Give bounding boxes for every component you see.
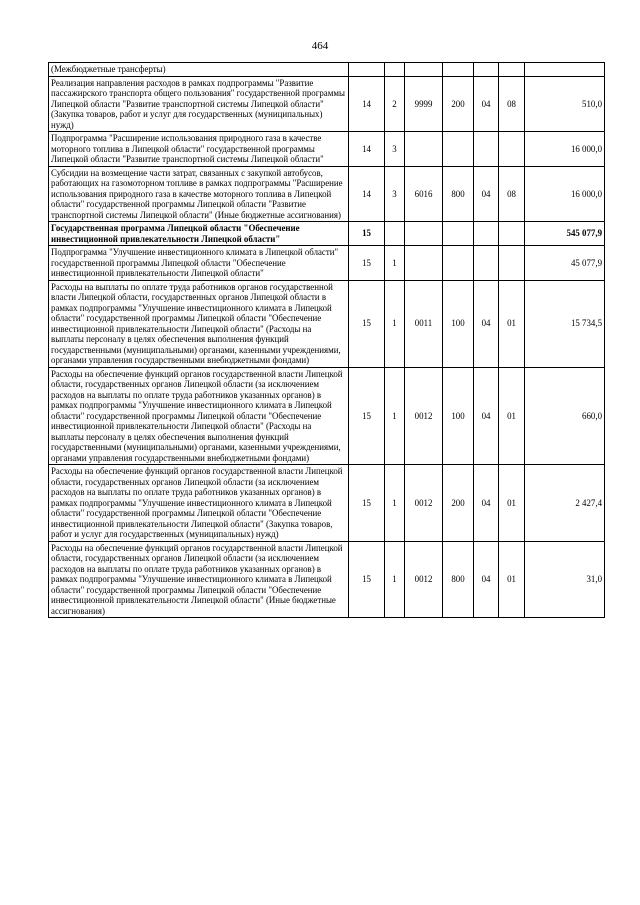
expense-type-code — [443, 132, 474, 167]
subprogram-code: 1 — [385, 465, 405, 542]
subsection-code: 01 — [499, 465, 525, 542]
expense-type-code: 200 — [443, 465, 474, 542]
direction-code — [405, 246, 443, 281]
row-description: Расходы на обеспечение функций органов государственной власти Липецкой области, государственных органов Липецкой области (за исключением расходов на выплаты по оплате труда работников указанных органов) в рамках подпрограммы "Улучшение инвестиционного климата в Липецкой области" государственной программы Липецкой области "Обеспечение инвестиционной привлекательности Липецкой области" (Иные бюджетные ассигнования) — [49, 541, 349, 618]
table-row — [49, 246, 605, 281]
direction-code: 6016 — [405, 166, 443, 222]
expense-type-code: 200 — [443, 76, 474, 132]
amount: 16 000,0 — [525, 166, 605, 222]
section-code: 04 — [474, 280, 499, 367]
direction-code: 0012 — [405, 465, 443, 542]
direction-code: 0012 — [405, 367, 443, 465]
expense-type-code — [443, 63, 474, 77]
expense-type-code: 800 — [443, 166, 474, 222]
row-description: Реализация направления расходов в рамках подпрограммы "Развитие пассажирского транспорта общего пользования" государственной программы Липецкой области "Развитие транспортной системы Липецкой области" (Закупка товаров, работ и услуг для государственных (муниципальных) нужд) — [49, 76, 349, 132]
program-code: 15 — [349, 465, 385, 542]
subprogram-code: 1 — [385, 246, 405, 281]
program-code: 14 — [349, 76, 385, 132]
subprogram-code: 1 — [385, 367, 405, 465]
amount: 31,0 — [525, 541, 605, 618]
table-row — [49, 76, 605, 132]
section-code: 04 — [474, 367, 499, 465]
direction-code — [405, 63, 443, 77]
section-code: 04 — [474, 76, 499, 132]
table-row — [49, 465, 605, 542]
direction-code — [405, 132, 443, 167]
program-code — [349, 63, 385, 77]
row-description: Расходы на обеспечение функций органов государственной власти Липецкой области, государственных органов Липецкой области (за исключением расходов на выплаты по оплате труда работников указанных органов) в рамках подпрограммы "Улучшение инвестиционного климата в Липецкой области" государственной программы Липецкой области "Обеспечение инвестиционной привлекательности Липецкой области" (Расходы на выплаты персоналу в целях обеспечения выполнения функций государственными (муниципальными) органами, казенными учреждениями, органами управления государственными внебюджетными фондами) — [49, 367, 349, 465]
section-code — [474, 132, 499, 167]
table-row — [49, 222, 605, 246]
subsection-code: 01 — [499, 541, 525, 618]
amount: 2 427,4 — [525, 465, 605, 542]
subprogram-code — [385, 222, 405, 246]
subsection-code — [499, 63, 525, 77]
subsection-code: 01 — [499, 280, 525, 367]
direction-code: 0012 — [405, 541, 443, 618]
subprogram-code: 3 — [385, 132, 405, 167]
amount: 545 077,9 — [525, 222, 605, 246]
table-row — [49, 541, 605, 618]
row-description: Расходы на обеспечение функций органов государственной власти Липецкой области, государственных органов Липецкой области (за исключением расходов на выплаты по оплате труда работников указанных органов) в рамках подпрограммы "Улучшение инвестиционного климата в Липецкой области" государственной программы Липецкой области "Обеспечение инвестиционной привлекательности Липецкой области" (Закупка товаров, работ и услуг для государственных (муниципальных) нужд) — [49, 465, 349, 542]
subprogram-code: 2 — [385, 76, 405, 132]
section-code: 04 — [474, 465, 499, 542]
program-code: 15 — [349, 541, 385, 618]
direction-code: 0011 — [405, 280, 443, 367]
subsection-code: 01 — [499, 367, 525, 465]
section-code — [474, 222, 499, 246]
row-description: (Межбюджетные трансферты) — [49, 63, 349, 77]
subsection-code — [499, 132, 525, 167]
direction-code: 9999 — [405, 76, 443, 132]
table-row — [49, 367, 605, 465]
program-code: 15 — [349, 367, 385, 465]
budget-table — [48, 62, 605, 618]
subprogram-code: 1 — [385, 280, 405, 367]
program-code: 14 — [349, 166, 385, 222]
amount — [525, 63, 605, 77]
subprogram-code: 1 — [385, 541, 405, 618]
expense-type-code: 100 — [443, 367, 474, 465]
amount: 660,0 — [525, 367, 605, 465]
program-code: 15 — [349, 246, 385, 281]
table-row — [49, 132, 605, 167]
row-description: Подпрограмма "Расширение использования природного газа в качестве моторного топлива в Липецкой области" государственной программы Липецкой области "Развитие транспортной системы Липецкой области" — [49, 132, 349, 167]
table-row — [49, 166, 605, 222]
amount: 510,0 — [525, 76, 605, 132]
section-code — [474, 63, 499, 77]
row-description: Подпрограмма "Улучшение инвестиционного климата в Липецкой области" государственной программы Липецкой области "Обеспечение инвестиционной привлекательности Липецкой области" — [49, 246, 349, 281]
subprogram-code: 3 — [385, 166, 405, 222]
expense-type-code: 800 — [443, 541, 474, 618]
section-code — [474, 246, 499, 281]
budget-table-body — [49, 63, 605, 618]
program-code: 15 — [349, 280, 385, 367]
row-description: Расходы на выплаты по оплате труда работников органов государственной власти Липецкой области, государственных органов Липецкой области в рамках подпрограммы "Улучшение инвестиционного климата в Липецкой области" государственной программы Липецкой области "Обеспечение инвестиционной привлекательности Липецкой области" (Расходы на выплаты персоналу в целях обеспечения выполнения функций государственными (муниципальными) органами, казенными учреждениями, органами управления государственными внебюджетными фондами) — [49, 280, 349, 367]
program-code: 14 — [349, 132, 385, 167]
section-code: 04 — [474, 541, 499, 618]
subprogram-code — [385, 63, 405, 77]
amount: 15 734,5 — [525, 280, 605, 367]
amount: 16 000,0 — [525, 132, 605, 167]
table-row — [49, 280, 605, 367]
row-description: Субсидии на возмещение части затрат, связанных с закупкой автобусов, работающих на газомоторном топливе в рамках подпрограммы "Расширение использования природного газа в качестве моторного топлива в Липецкой области" государственной программы Липецкой области "Развитие транспортной системы Липецкой области" (Иные бюджетные ассигнования) — [49, 166, 349, 222]
expense-type-code — [443, 222, 474, 246]
expense-type-code — [443, 246, 474, 281]
page-number: 464 — [311, 40, 329, 52]
amount: 45 077,9 — [525, 246, 605, 281]
row-description: Государственная программа Липецкой области "Обеспечение инвестиционной привлекательности Липецкой области" — [49, 222, 349, 246]
table-row — [49, 63, 605, 77]
subsection-code: 08 — [499, 166, 525, 222]
program-code: 15 — [349, 222, 385, 246]
direction-code — [405, 222, 443, 246]
subsection-code — [499, 222, 525, 246]
section-code: 04 — [474, 166, 499, 222]
expense-type-code: 100 — [443, 280, 474, 367]
subsection-code — [499, 246, 525, 281]
subsection-code: 08 — [499, 76, 525, 132]
